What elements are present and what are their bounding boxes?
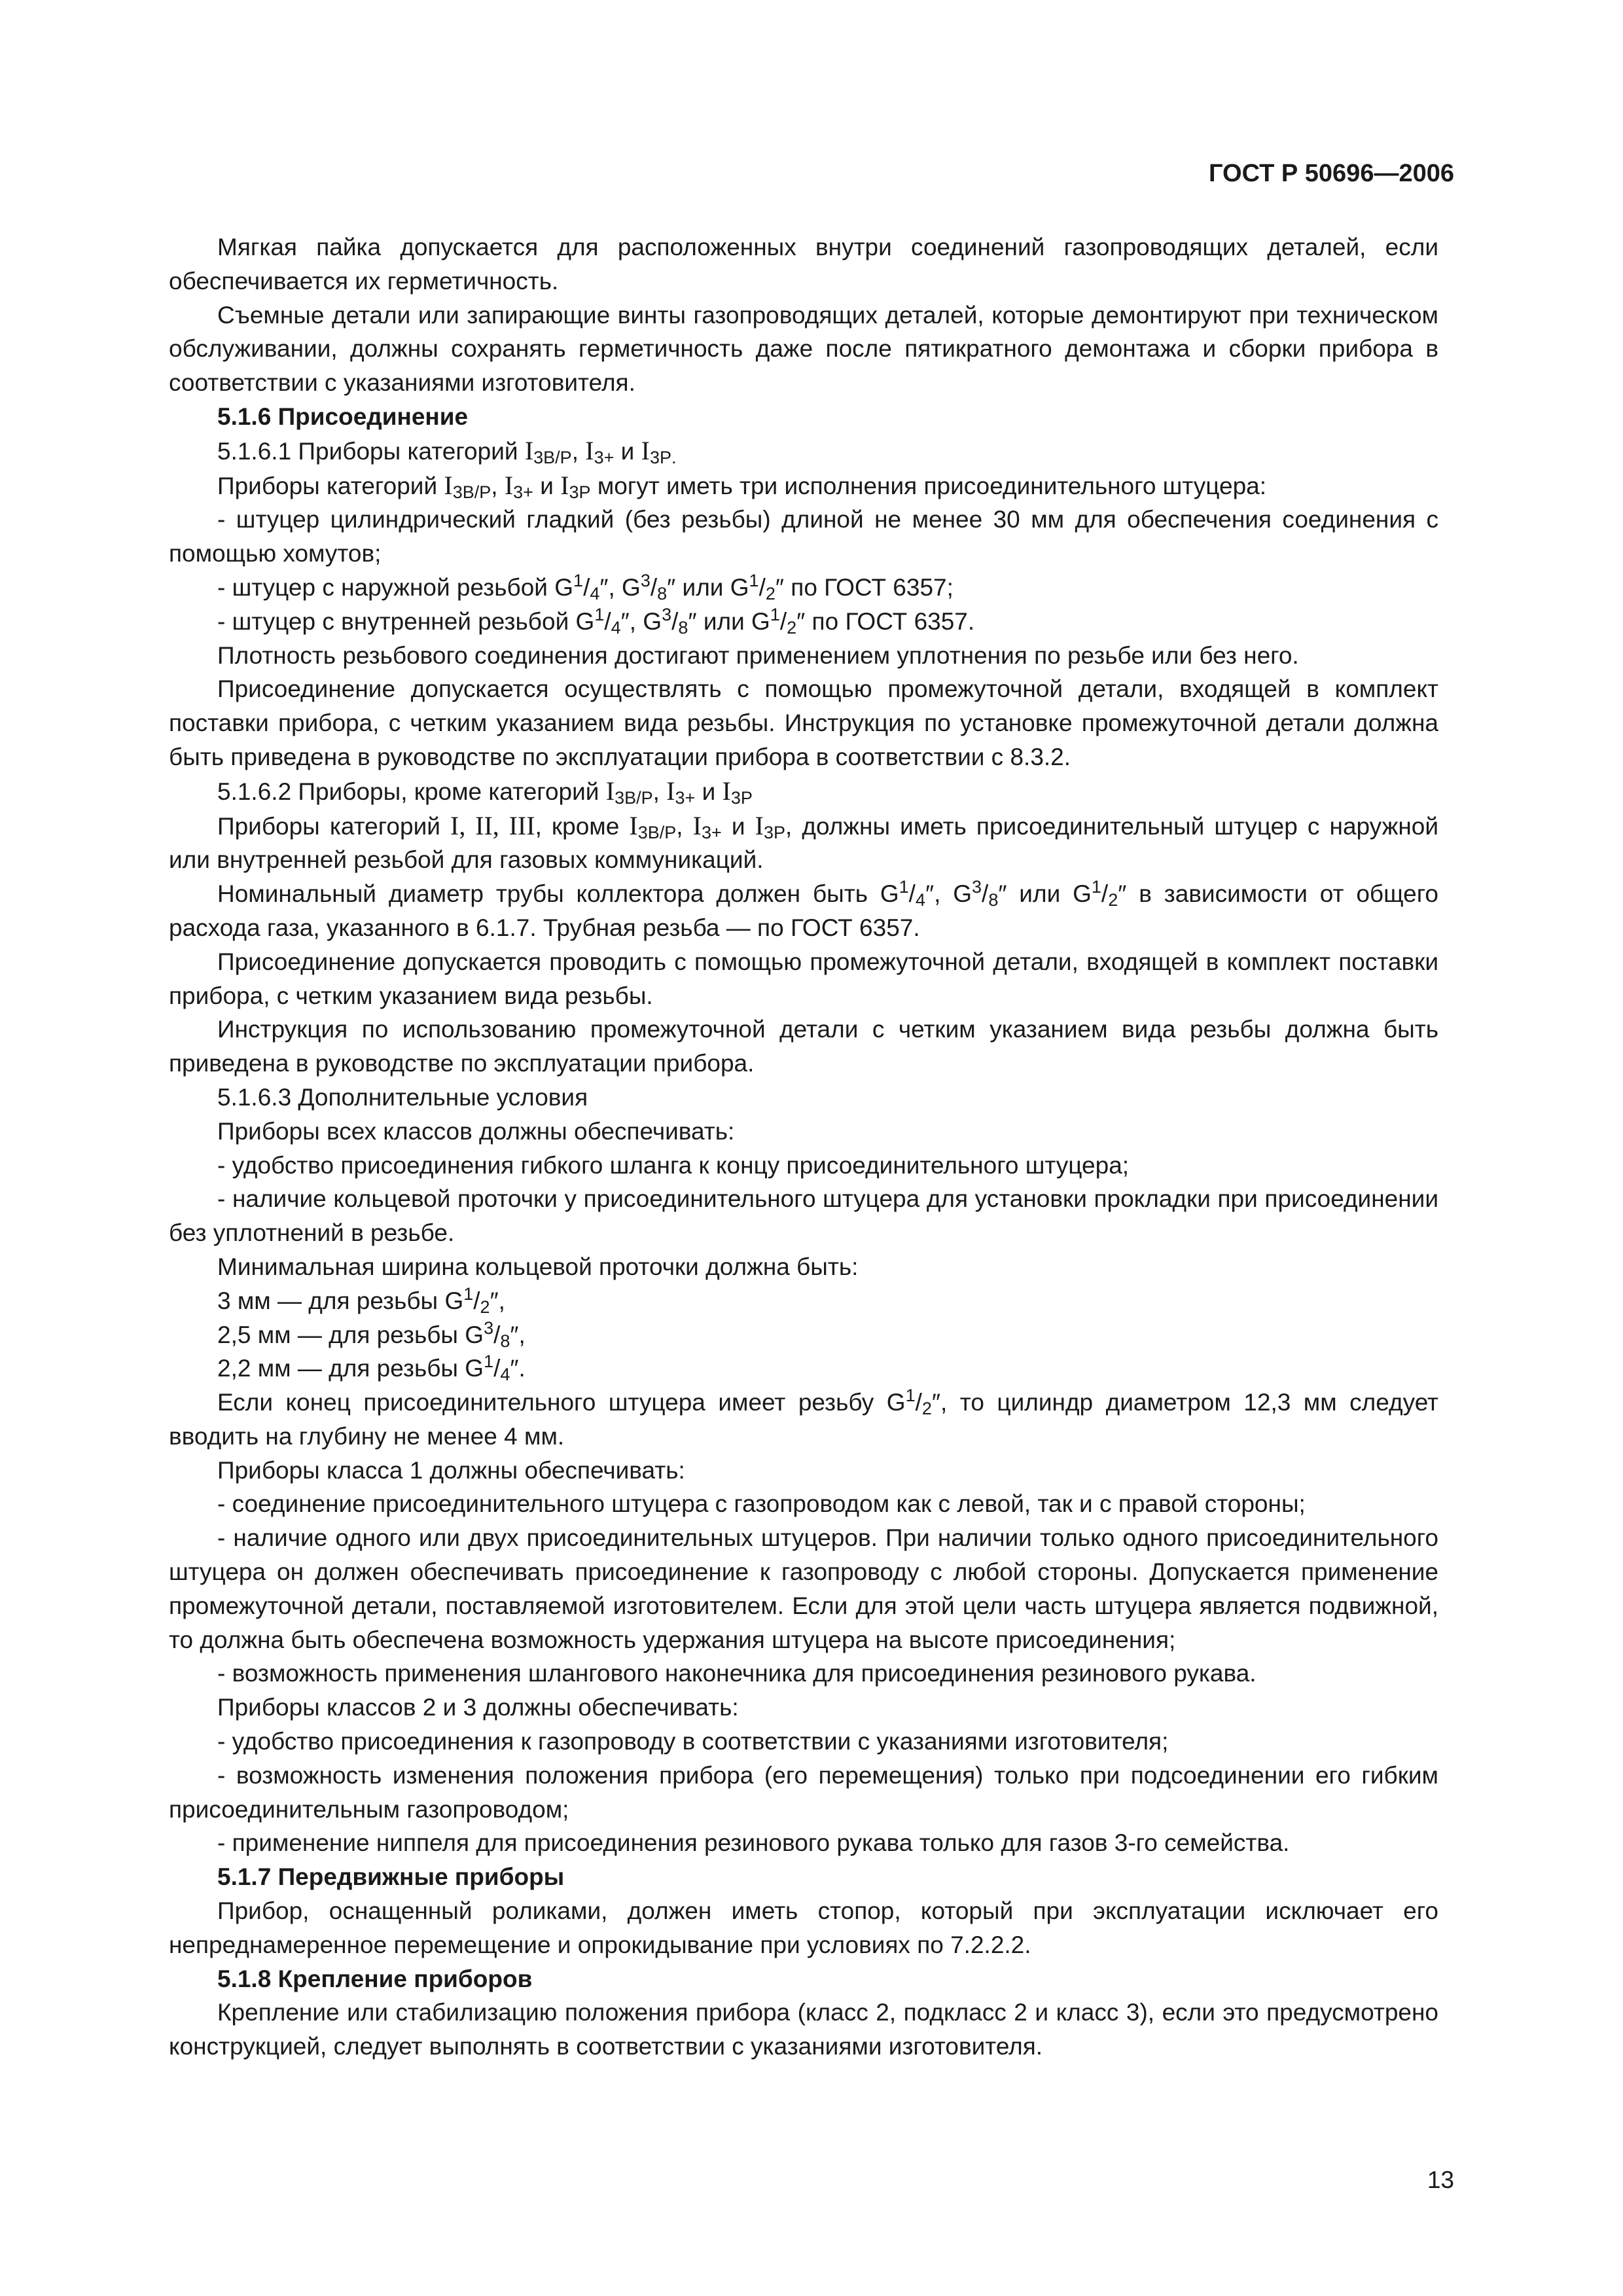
list-item: - наличие одного или двух присоединительных штуцеров. При наличии только одного присоединительного штуцера он должен обеспечивать присоединение к газопроводу с любой стороны. Допускается применение промежуточной детали, поставляемой изготовителем. Если для этой цели часть штуцера является подвижной, то должна быть обеспечена возможность удержания штуцера на высоте присоединения; [169, 1524, 1438, 1653]
list-item: - соединение присоединительного штуцера с газопроводом как с левой, так и с правой стороны; [217, 1490, 1306, 1518]
list-item: - удобство присоединения гибкого шланга к концу присоединительного штуцера; [217, 1151, 1130, 1179]
paragraph: Если конец присоединительного штуцера имеет резьбу $G^1/_2''$, то цилиндр диаметром 12,3 мм следует вводить на глубину не менее 4 мм. [169, 1386, 1438, 1450]
subsection-5-1-6-3: 5.1.6.3 Дополнительные условия [217, 1083, 588, 1111]
paragraph: Приборы всех классов должны обеспечивать: [217, 1117, 735, 1145]
list-item: - наличие кольцевой проточки у присоединительного штуцера для установки прокладки при присоединении без уплотнений в резьбе. [169, 1185, 1438, 1247]
paragraph: Приборы категорий $I_{3B/P}$, $I_{3+}$ и $I_{3P}$ могут иметь три исполнения присоединительного штуцера: [217, 470, 1267, 502]
paragraph: Плотность резьбового соединения достигают применением уплотнения по резьбе или без него. [217, 641, 1299, 669]
paragraph: Приборы категорий I, II, III, кроме $I_{3B/P}$, $I_{3+}$ и $I_{3P}$, должны иметь присоединительный штуцер с наружной или внутренней резьбой для газовых коммуникаций. [169, 810, 1439, 874]
paragraph: Присоединение допускается проводить с помощью промежуточной детали, входящей в комплект поставки прибора, с четким указанием вида резьбы. [169, 948, 1438, 1009]
list-item: 3 мм — для резьбы $G^1/_2''$, [217, 1283, 505, 1317]
section-heading-5-1-8: 5.1.8 Крепление приборов [217, 1965, 533, 1992]
list-item: - удобство присоединения к газопроводу в соответствии с указаниями изготовителя; [217, 1728, 1169, 1755]
subsection-5-1-6-2: 5.1.6.2 Приборы, кроме категорий $I_{3B/P}$, $I_{3+}$ и $I_{3P}$ [217, 776, 753, 808]
paragraph: Приборы классов 2 и 3 должны обеспечивать: [217, 1694, 739, 1721]
paragraph: Номинальный диаметр трубы коллектора должен быть $G^1/_4''$, $G^3/_8''$ или $G^1/_2''$ в зависимости от общего расхода газа, указанного в 6.1.7. Трубная резьба — по ГОСТ 6357. [169, 877, 1438, 941]
list-item: 2,5 мм — для резьбы $G^3/_8''$, [217, 1318, 526, 1351]
list-item: 2,2 мм — для резьбы $G^1/_4''$. [217, 1352, 526, 1385]
paragraph: Крепление или стабилизацию положения прибора (класс 2, подкласс 2 и класс 3), если это предусмотрено конструкцией, следует выполнять в соответствии с указаниями изготовителя. [169, 1999, 1438, 2060]
paragraph: Приборы класса 1 должны обеспечивать: [217, 1456, 685, 1484]
list-item: - штуцер с внутренней резьбой $G^1/_4''$, $G^3/_8''$ или $G^1/_2''$ по ГОСТ 6357. [217, 604, 975, 637]
paragraph: Инструкция по использованию промежуточной детали с четким указанием вида резьбы должна быть приведена в руководстве по эксплуатации прибора. [169, 1016, 1438, 1077]
list-item: - возможность изменения положения прибора (его перемещения) только при подсоединении его гибким присоединительным газопроводом; [169, 1761, 1438, 1823]
list-item: - штуцер цилиндрический гладкий (без резьбы) длиной не менее 30 мм для обеспечения соединения с помощью хомутов; [169, 506, 1438, 567]
paragraph: Прибор, оснащенный роликами, должен иметь стопор, который при эксплуатации исключает его непреднамеренное перемещение и опрокидывание при условиях по 7.2.2.2. [169, 1897, 1438, 1958]
document-body [169, 230, 1438, 2064]
list-item: - применение ниппеля для присоединения резинового рукава только для газов 3-го семейства. [217, 1829, 1290, 1857]
paragraph: Мягкая пайка допускается для расположенных внутри соединений газопроводящих деталей, если обеспечивается их герметичность. [169, 234, 1438, 295]
section-heading-5-1-6: 5.1.6 Присоединение [217, 403, 469, 430]
page-number: 13 [1427, 2166, 1454, 2193]
section-heading-5-1-7: 5.1.7 Передвижные приборы [217, 1863, 565, 1891]
paragraph: Съемные детали или запирающие винты газопроводящих деталей, которые демонтируют при техническом обслуживании, должны сохранять герметичность даже после пятикратного демонтажа и сборки прибора в соответствии с указаниями изготовителя. [169, 301, 1438, 397]
subsection-5-1-6-1: 5.1.6.1 Приборы категорий $I_{3B/P}$, $I_{3+}$ и $I_{3P.}$ [217, 435, 677, 467]
list-item: - штуцер с наружной резьбой $G^1/_4''$, $G^3/_8''$ или $G^1/_2''$ по ГОСТ 6357; [217, 570, 954, 603]
document-header: ГОСТ Р 50696—2006 [1209, 160, 1454, 187]
paragraph: Присоединение допускается осуществлять с помощью промежуточной детали, входящей в комплект поставки прибора, с четким указанием вида резьбы. Инструкция по установке промежуточной детали должна быть приведена в руководстве по эксплуатации прибора в соответствии с 8.3.2. [169, 675, 1438, 770]
list-item: - возможность применения шлангового наконечника для присоединения резинового рукава. [217, 1660, 1257, 1687]
paragraph: Минимальная ширина кольцевой проточки должна быть: [217, 1253, 859, 1280]
